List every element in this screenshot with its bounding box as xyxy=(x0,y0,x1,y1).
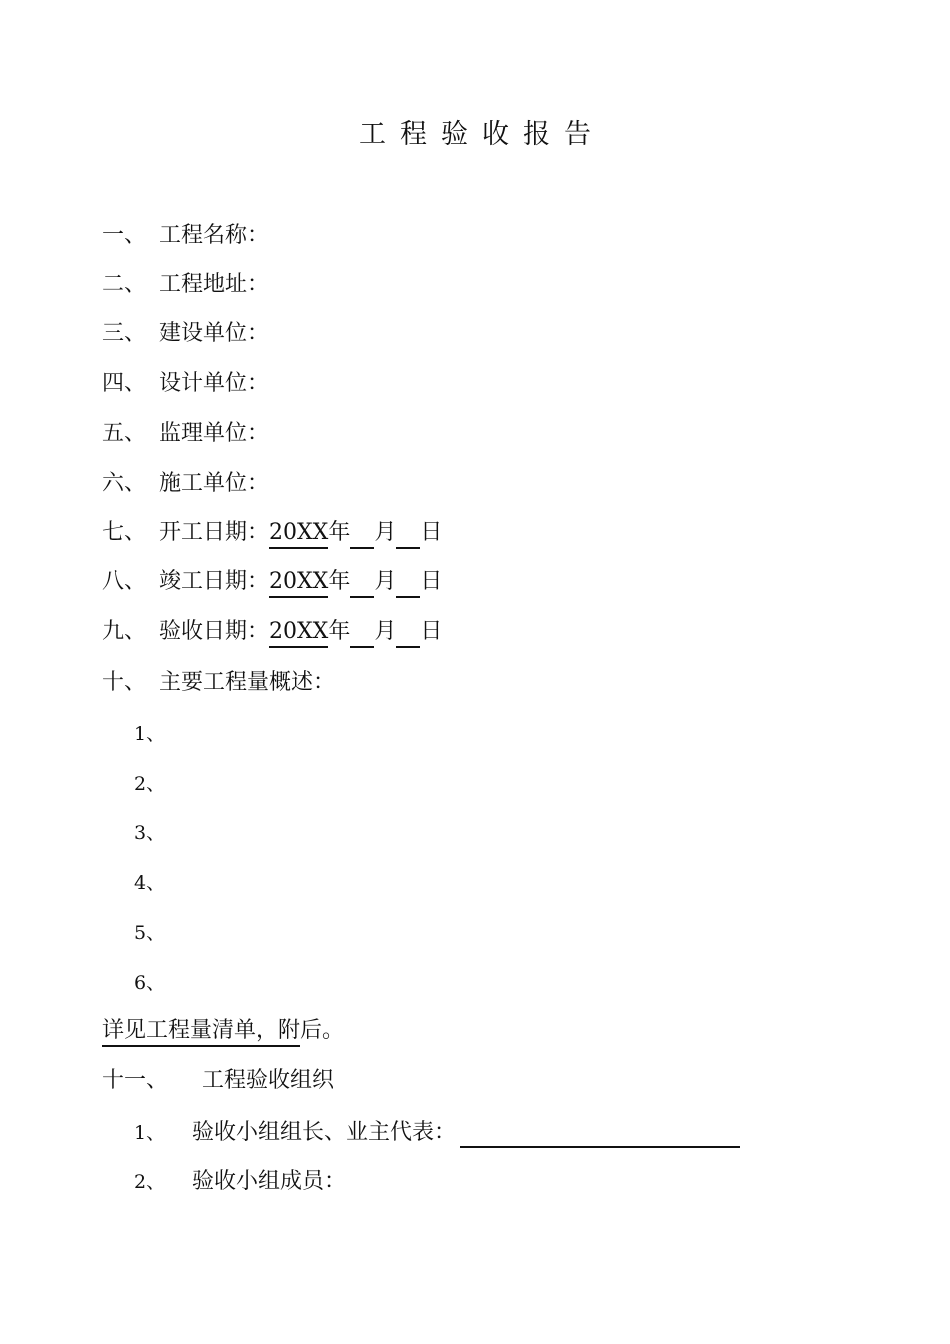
day-unit: 日 xyxy=(420,569,443,594)
list-item: 3、 xyxy=(134,822,166,844)
month-unit: 月 xyxy=(374,569,397,594)
signature-line xyxy=(460,1122,740,1148)
year-value: 20XX xyxy=(269,568,328,598)
org-item-label: 验收小组组长、业主代表： xyxy=(192,1120,457,1145)
section-number: 十一、 xyxy=(102,1068,169,1093)
year-unit: 年 xyxy=(328,619,351,644)
month-blank xyxy=(350,570,374,598)
field-completion-date xyxy=(102,567,442,598)
list-item: 1、 xyxy=(134,723,166,745)
field-label: 工程地址： xyxy=(159,272,270,297)
field-start-date xyxy=(102,518,442,549)
list-item: 2、 xyxy=(134,773,166,795)
field-construction-unit xyxy=(102,319,269,349)
document-title: 工程验收报告 xyxy=(359,119,605,150)
day-blank xyxy=(396,570,420,598)
field-number: 四、 xyxy=(102,371,147,396)
field-supervision-unit xyxy=(102,419,269,449)
org-item-members xyxy=(134,1167,346,1197)
field-label: 竣工日期： xyxy=(159,569,270,594)
quantity-list-note xyxy=(102,1016,344,1047)
field-design-unit xyxy=(102,369,269,399)
field-number: 二、 xyxy=(102,272,147,297)
field-number: 七、 xyxy=(102,520,147,545)
field-label: 设计单位： xyxy=(159,371,270,396)
list-item: 4、 xyxy=(134,872,166,894)
field-label: 建设单位： xyxy=(159,321,270,346)
list-item: 6、 xyxy=(134,972,166,994)
year-value: 20XX xyxy=(269,618,328,648)
day-blank xyxy=(396,620,420,648)
section-quantity-summary xyxy=(102,668,335,698)
field-number: 五、 xyxy=(102,421,147,446)
day-unit: 日 xyxy=(420,520,443,545)
section-acceptance-organization xyxy=(102,1066,334,1096)
org-item-number: 1、 xyxy=(134,1122,166,1144)
section-label: 工程验收组织 xyxy=(202,1068,335,1093)
org-item-number: 2、 xyxy=(134,1171,166,1193)
org-item-leader xyxy=(134,1118,740,1148)
note-underlined: 详见工程量清单，附 xyxy=(102,1017,300,1047)
year-unit: 年 xyxy=(328,520,351,545)
field-label: 开工日期： xyxy=(159,520,270,545)
field-label: 监理单位： xyxy=(159,421,270,446)
field-builder-unit xyxy=(102,469,269,499)
field-number: 三、 xyxy=(102,321,147,346)
field-label: 工程名称： xyxy=(159,223,270,248)
field-number: 六、 xyxy=(102,471,147,496)
field-number: 一、 xyxy=(102,223,147,248)
month-unit: 月 xyxy=(374,520,397,545)
note-rest: 后。 xyxy=(300,1018,345,1043)
field-project-name xyxy=(102,221,269,251)
field-number: 八、 xyxy=(102,569,147,594)
field-label: 施工单位： xyxy=(159,471,270,496)
field-acceptance-date xyxy=(102,617,442,648)
month-unit: 月 xyxy=(374,619,397,644)
field-project-address xyxy=(102,270,269,300)
month-blank xyxy=(350,521,374,549)
list-item: 5、 xyxy=(134,922,166,944)
field-number: 九、 xyxy=(102,619,147,644)
day-blank xyxy=(396,521,420,549)
month-blank xyxy=(350,620,374,648)
section-label: 主要工程量概述： xyxy=(159,670,336,695)
org-item-label: 验收小组成员： xyxy=(192,1169,347,1194)
section-number: 十、 xyxy=(102,670,147,695)
year-unit: 年 xyxy=(328,569,351,594)
field-label: 验收日期： xyxy=(159,619,270,644)
year-value: 20XX xyxy=(269,519,328,549)
day-unit: 日 xyxy=(420,619,443,644)
